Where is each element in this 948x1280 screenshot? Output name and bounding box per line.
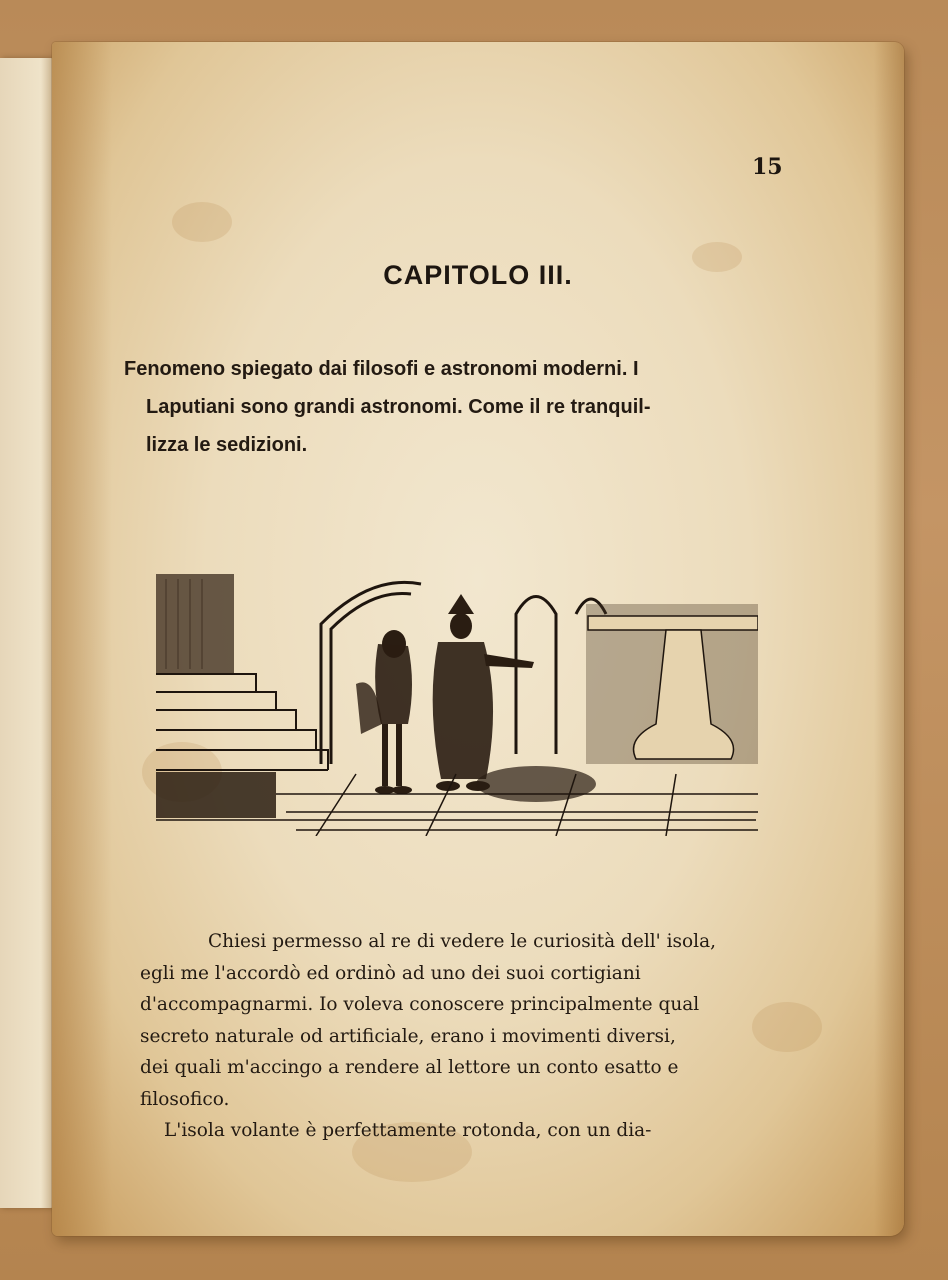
- illustration-figure-courtier: [433, 594, 534, 791]
- illustration-wall: [156, 574, 234, 674]
- body-line: filosofico.: [140, 1088, 230, 1110]
- summary-line: Laputiani sono grandi astronomi. Come il re tranquil-: [146, 396, 651, 418]
- page-number: 15: [752, 154, 783, 180]
- body-line: secreto naturale od artificiale, erano i movimenti diversi,: [140, 1025, 676, 1047]
- summary-line: Fenomeno spiegato dai filosofi e astronomi moderni. I: [124, 358, 639, 380]
- engraving-illustration: [156, 574, 758, 836]
- illustration-figure-gulliver: [356, 630, 412, 794]
- chapter-summary: [124, 350, 764, 464]
- chapter-title: CAPITOLO III.: [383, 260, 573, 290]
- facing-page-edge: [0, 58, 58, 1208]
- body-line: Chiesi permesso al re di vedere le curiosità dell' isola,: [208, 931, 717, 952]
- book-page: [52, 42, 904, 1236]
- body-line: egli me l'accordò ed ordinò ad uno dei suoi cortigiani: [140, 962, 641, 984]
- body-line: L'isola volante è perfettamente rotonda, con un dia-: [164, 1120, 652, 1141]
- stain: [172, 202, 232, 242]
- illustration-stairs: [156, 674, 328, 770]
- summary-line: lizza le sedizioni.: [146, 434, 308, 456]
- illustration-shadow: [156, 772, 276, 818]
- body-line: d'accompagnarmi. Io voleva conoscere principalmente qual: [140, 994, 700, 1015]
- illustration-shadow: [476, 766, 596, 802]
- body-line: dei quali m'accingo a rendere al lettore un conto esatto e: [140, 1057, 679, 1078]
- body-text: [140, 926, 830, 1147]
